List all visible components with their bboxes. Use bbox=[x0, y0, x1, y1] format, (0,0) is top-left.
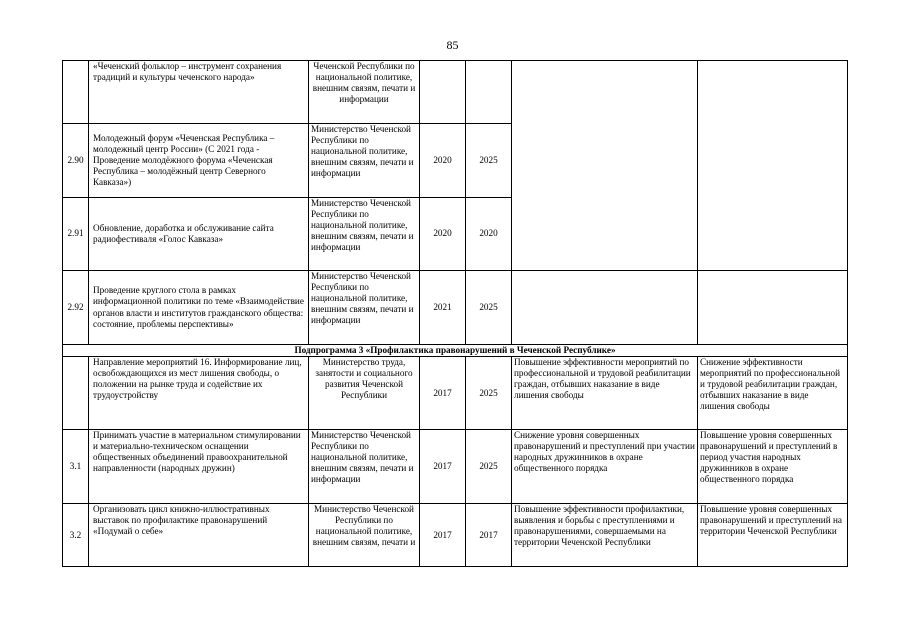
result-cell: Снижение уровня совершенных правонарушений и преступлений при участии народных дружинников в охране общественного порядка bbox=[512, 430, 698, 504]
result-cell-merged bbox=[512, 61, 698, 271]
row-number: 3.2 bbox=[63, 504, 89, 567]
table-row bbox=[63, 61, 848, 124]
event-cell: Принимать участие в материальном стимулировании и материально-техническом оснащении общественных объединений правоохранительной направленности (народных дружин) bbox=[89, 430, 309, 504]
page-number: 85 bbox=[446, 38, 459, 52]
row-number: 2.90 bbox=[63, 124, 89, 198]
end-year-cell: 2020 bbox=[466, 198, 512, 271]
executor-cell: Министерство Чеченской Республики по национальной политике, внешним связям, печати и информации bbox=[309, 430, 420, 504]
result-cell: Повышение эффективности мероприятий по профессиональной и трудовой реабилитации граждан, отбывших наказание в виде лишения свободы bbox=[512, 357, 698, 430]
start-year-cell: 2020 bbox=[420, 198, 466, 271]
row-number: 2.91 bbox=[63, 198, 89, 271]
start-year-cell: 2020 bbox=[420, 124, 466, 198]
executor-cell: Министерство Чеченской Республики по национальной политике, внешним связям, печати и bbox=[309, 504, 420, 567]
event-cell: Проведение круглого стола в рамках информационной политики по теме «Взаимодействие органов власти и институтов гражданского общества: состояние, проблемы перспективы» bbox=[89, 271, 309, 345]
table-row bbox=[63, 271, 848, 345]
executor-cell: Министерство Чеченской Республики по национальной политике, внешним связям, печати и информации bbox=[309, 271, 420, 345]
section-title: Подпрограмма 3 «Профилактика правонарушений в Чеченской Республике» bbox=[63, 345, 848, 357]
row-number bbox=[63, 61, 89, 124]
end-year-cell: 2025 bbox=[466, 124, 512, 198]
row-number bbox=[63, 357, 89, 430]
consequence-cell: Снижение эффективности мероприятий по профессиональной и трудовой реабилитации граждан, отбывших наказание в виде лишения свободы bbox=[698, 357, 848, 430]
end-year-cell: 2025 bbox=[466, 430, 512, 504]
event-cell: «Чеченский фольклор – инструмент сохранения традиций и культуры чеченского народа» bbox=[89, 61, 309, 124]
end-year-cell: 2025 bbox=[466, 357, 512, 430]
end-year-cell bbox=[466, 61, 512, 124]
table-row bbox=[63, 504, 848, 567]
result-cell bbox=[512, 271, 698, 345]
table-row bbox=[63, 430, 848, 504]
executor-cell: Чеченской Республики по национальной политике, внешним связям, печати и информации bbox=[309, 61, 420, 124]
consequence-cell bbox=[698, 271, 848, 345]
start-year-cell bbox=[420, 61, 466, 124]
start-year-cell: 2017 bbox=[420, 357, 466, 430]
result-cell: Повышение эффективности профилактики, выявления и борьбы с преступлениями и правонарушениями, совершаемыми на территории Чеченской Республики bbox=[512, 504, 698, 567]
executor-cell: Министерство труда, занятости и социального развития Чеченской Республики bbox=[309, 357, 420, 430]
end-year-cell: 2017 bbox=[466, 504, 512, 567]
event-cell: Направление мероприятий 16. Информирование лиц, освобождающихся из мест лишения свободы, о положении на рынке труда и содействие их трудоустройству bbox=[89, 357, 309, 430]
consequence-cell: Повышение уровня совершенных правонарушений и преступлений в период участия народных дружинников в охране общественного порядка bbox=[698, 430, 848, 504]
event-cell: Организовать цикл книжно-иллюстративных выставок по профилактике правонарушений «Подумай о себе» bbox=[89, 504, 309, 567]
executor-cell: Министерство Чеченской Республики по национальной политике, внешним связям, печати и информации bbox=[309, 124, 420, 198]
row-number: 3.1 bbox=[63, 430, 89, 504]
start-year-cell: 2017 bbox=[420, 504, 466, 567]
end-year-cell: 2025 bbox=[466, 271, 512, 345]
program-table bbox=[62, 60, 848, 567]
consequence-cell: Повышение уровня совершенных правонарушений и преступлений на территории Чеченской Республики bbox=[698, 504, 848, 567]
consequence-cell-merged bbox=[698, 61, 848, 271]
start-year-cell: 2017 bbox=[420, 430, 466, 504]
row-number: 2.92 bbox=[63, 271, 89, 345]
event-cell: Молодежный форум «Чеченская Республика – молодежный центр России» (С 2021 года - Проведение молодёжного форума «Чеченская Республика – молодёжный центр Северного Кавказа») bbox=[89, 124, 309, 198]
executor-cell: Министерство Чеченской Республики по национальной политике, внешним связям, печати и информации bbox=[309, 198, 420, 271]
start-year-cell: 2021 bbox=[420, 271, 466, 345]
table-row bbox=[63, 357, 848, 430]
section-row bbox=[63, 345, 848, 357]
event-cell: Обновление, доработка и обслуживание сайта радиофестиваля «Голос Кавказа» bbox=[89, 198, 309, 271]
